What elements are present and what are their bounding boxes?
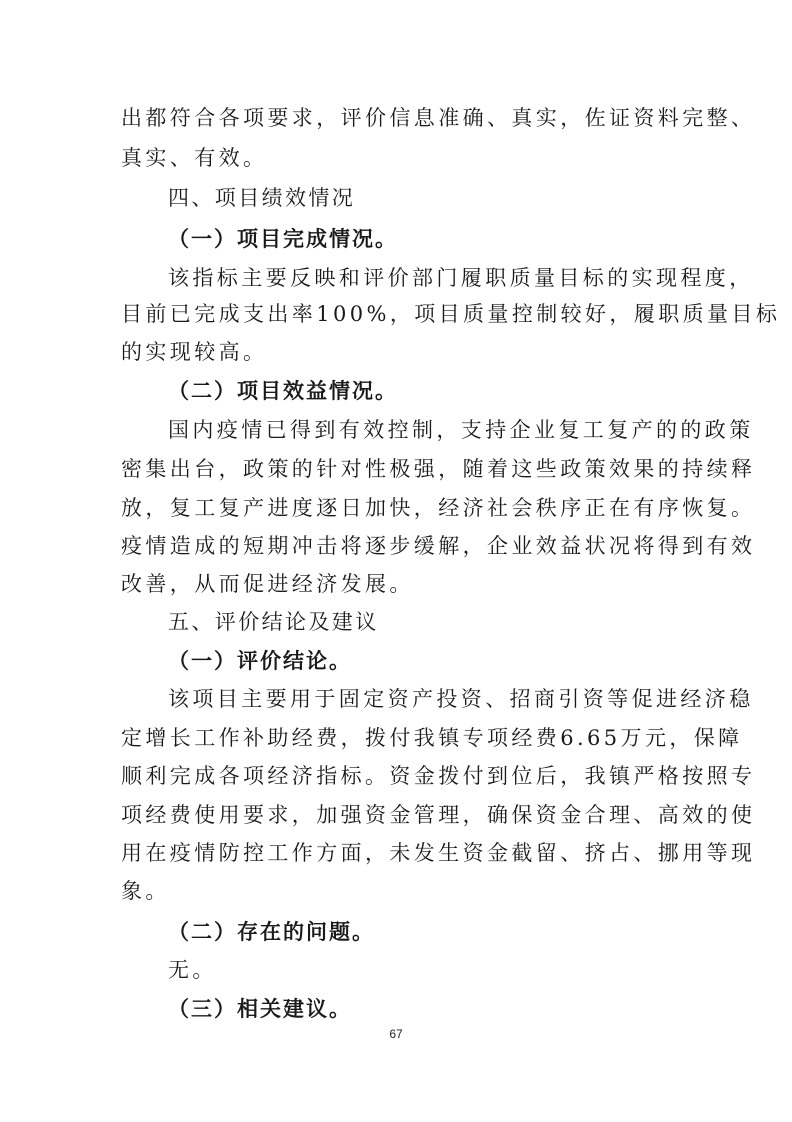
body-text-line: 真实、有效。 xyxy=(121,146,268,170)
body-text-line: 定增长工作补助经费，拨付我镇专项经费6.65万元，保障 xyxy=(121,726,743,750)
body-text-line: 无。 xyxy=(168,958,217,982)
body-text-line: 顺利完成各项经济指标。资金拨付到位后，我镇严格按照专 xyxy=(121,764,756,788)
body-text-line: 的实现较高。 xyxy=(121,340,268,364)
section-heading: 四、项目绩效情况 xyxy=(168,186,356,210)
body-text-line: 该指标主要反映和评价部门履职质量目标的实现程度， xyxy=(168,266,754,290)
page-number: 67 xyxy=(389,1027,403,1041)
section-heading: 五、评价结论及建议 xyxy=(168,610,379,634)
body-text-line: 该项目主要用于固定资产投资、招商引资等促进经济稳 xyxy=(168,687,754,711)
body-text-line: 疫情造成的短期冲击将逐步缓解，企业效益状况将得到有效 xyxy=(121,534,756,558)
body-text-line: 改善，从而促进经济发展。 xyxy=(121,572,414,596)
subsection-heading: （二）存在的问题。 xyxy=(168,920,375,944)
body-text-line: 密集出台，政策的针对性极强，随着这些政策效果的持续释 xyxy=(121,457,756,481)
body-text-line: 用在疫情防控工作方面，未发生资金截留、挤占、挪用等现 xyxy=(121,841,756,865)
body-text-line: 出都符合各项要求，评价信息准确、真实，佐证资料完整、 xyxy=(121,106,756,130)
subsection-heading: （一）项目完成情况。 xyxy=(168,227,398,251)
body-text-line: 象。 xyxy=(121,879,170,903)
subsection-heading: （二）项目效益情况。 xyxy=(168,379,398,403)
subsection-heading: （一）评价结论。 xyxy=(168,649,352,673)
body-text-line: 国内疫情已得到有效控制，支持企业复工复产的的政策 xyxy=(168,418,754,442)
body-text-line: 项经费使用要求，加强资金管理，确保资金合理、高效的使 xyxy=(121,803,756,827)
body-text-line: 放，复工复产进度逐日加快，经济社会秩序正在有序恢复。 xyxy=(121,496,756,520)
subsection-heading: （三）相关建议。 xyxy=(168,997,352,1021)
body-text-line: 目前已完成支出率100%，项目质量控制较好，履职质量目标 xyxy=(121,302,781,326)
